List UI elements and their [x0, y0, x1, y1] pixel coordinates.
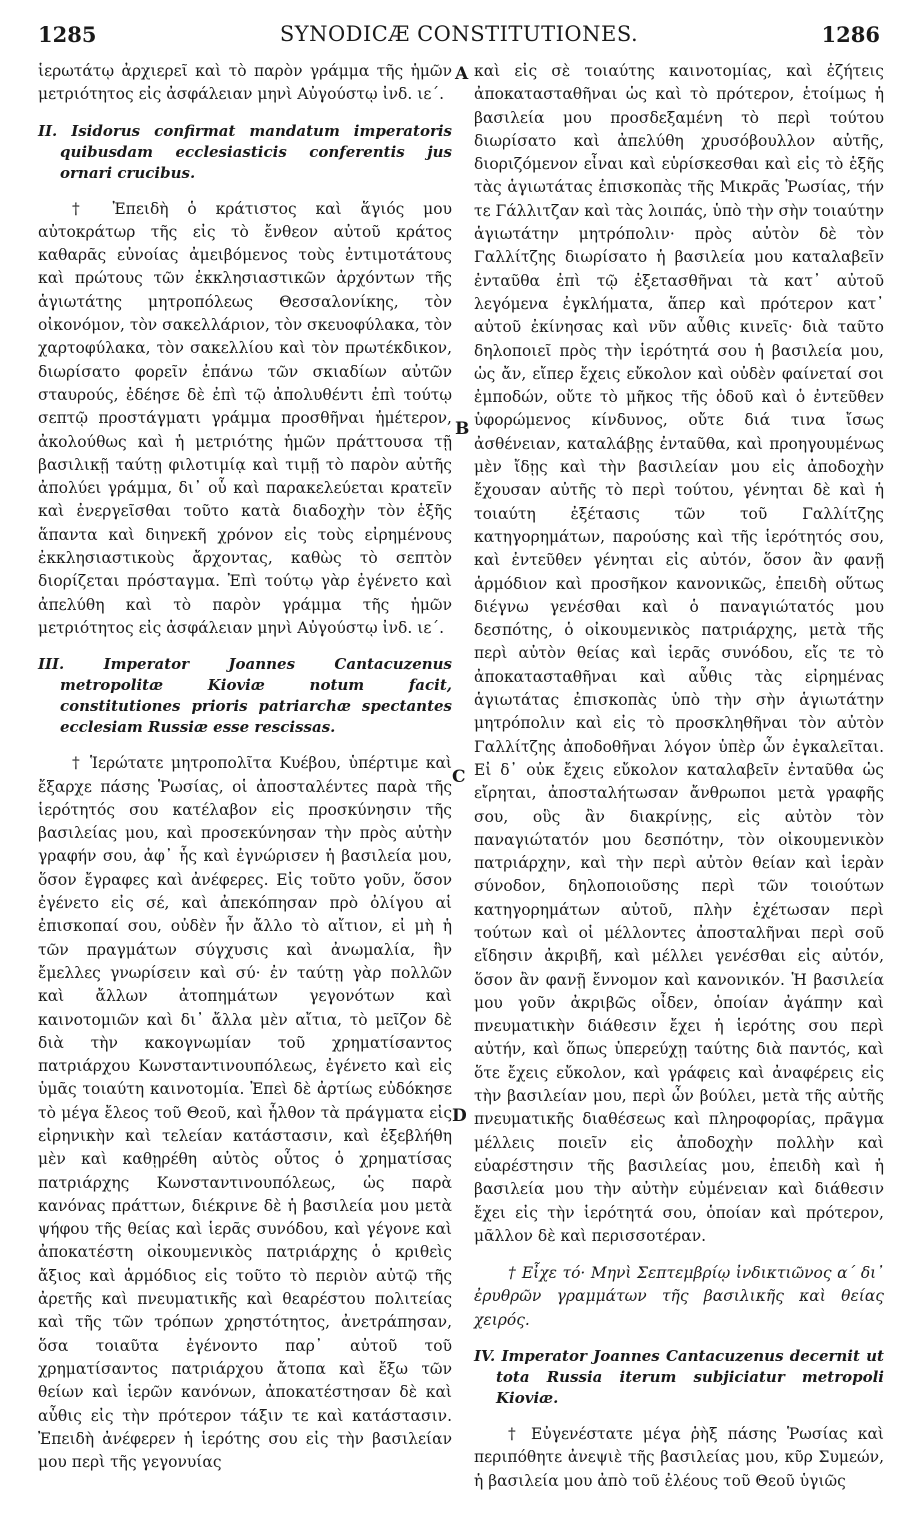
page-number-right: 1286: [821, 22, 880, 47]
running-title: SYNODICÆ CONSTITUTIONES.: [279, 22, 639, 46]
right-column: [474, 60, 884, 1493]
margin-marker-a: A: [455, 64, 469, 84]
running-header: [38, 22, 880, 52]
page-number-left: 1285: [38, 22, 97, 47]
margin-marker-c: C: [452, 767, 466, 787]
left-column: [38, 60, 452, 1474]
margin-marker-b: B: [455, 419, 470, 439]
paragraph-isidorus-decree: † Ἐπειδὴ ὁ κράτιστος καὶ ἅγιός μου αὐτοκράτωρ τῆς εἰς τὸ ἔνθεον αὐτοῦ κράτος καθαρᾶς εὐνοίας ἀμειβόμενος τοὺς ἐντιμοτάτους καὶ πρώτους τῶν ἐκκλησιαστικῶν ἀρχόντων τῆς ἁγιωτάτης μητροπόλεως Θεσσαλονίκης, τὸν οἰκονόμον, τὸν σακελλάριον, τὸν σκευοφύλακα, τὸν χαρτοφύλακα, τὸν σακελλίου καὶ τὸν πρωτέκδικον, διωρίσατο φορεῖν ἐπάνω τῶν σκιαδίων αὐτῶν σταυρούς, ἐδέησε δὲ ἐπὶ τῷ ἀπολυθέντι ἐπὶ τούτῳ σεπτῷ προστάγματι γράμμα προσθῆναι ἡμέτερον, ἀκολούθως καὶ ἡ μετριότης ἡμῶν πράττουσα τῇ βασιλικῇ ταύτῃ φιλοτιμίᾳ καὶ τιμῇ τὸ παρὸν αὐτῆς ἀπολύει γράμμα, δι᾽ οὗ καὶ παρακελεύεται κρατεῖν καὶ ἐνεργεῖσθαι τοῦτο κατὰ διαδοχὴν τὸν ἑξῆς ἅπαντα καὶ διηνεκῆ χρόνον εἰς τοὺς εἰρημένους ἐκκλησιαστικοὺς ἄρχοντας, καθὼς τὸ σεπτὸν διορίζεται πρόσταγμα. Ἐπὶ τούτῳ γὰρ ἐγένετο καὶ ἀπελύθη καὶ τὸ παρὸν γράμμα τῆς ἡμῶν μετριότητος εἰς ἀσφάλειαν μηνὶ Αὐγούστῳ ἰνδ. ιε΄.: [38, 199, 453, 637]
paragraph-letter-metropolitan: † Ἱερώτατε μητροπολῖτα Κυέβου, ὑπέρτιμε καὶ ἔξαρχε πάσης Ῥωσίας, οἱ ἀποσταλέντες παρὰ τῆς ἱερότητός σου κατέλαβον εἰς προσκύνησιν τῆς βασιλείας μου, καὶ προσεκύνησαν τὴν πρὸς αὐτὴν γραφήν σου, ἀφ᾽ ἧς καὶ ἐγνώρισεν ἡ βασιλεία μου, ὅσον ἔγραφες καὶ ἀνέφερες. Εἰς τοῦτο γοῦν, ὅσον ἐγένετο εἰς σέ, καὶ ἀπεκόπησαν πρὸ ὀλίγου αἱ ἐπισκοπαί σου, οὐδὲν ἦν ἄλλο τὸ αἴτιον, εἰ μὴ ἡ τῶν πραγμάτων σύγχυσις καὶ ἀνωμαλία, ἣν ἔμελλες γνωρίσειν καὶ σύ· ἐν ταύτῃ γὰρ πολλῶν καὶ ἄλλων ἀτοπημάτων γεγονότων καὶ καινοτομιῶν καὶ δι᾽ ἄλλα μὲν αἴτια, τὸ μεῖζον δὲ διὰ τὴν κακογνωμίαν τοῦ χρηματίσαντος πατριάρχου Κωνσταντινουπόλεως, ἐγένετο καὶ εἰς ὑμᾶς τοιαύτη καινοτομία. Ἐπεὶ δὲ ἀρτίως εὐδόκησε τὸ μέγα ἔλεος τοῦ Θεοῦ, καὶ ἦλθον τὰ πράγματα εἰς εἰρηνικὴν καὶ τελείαν κατάστασιν, καὶ ἐξεβλήθη μὲν καὶ καθῃρέθη αὐτὸς οὗτος ὁ χρηματίσας πατριάρχης Κωνσταντινουπόλεως, ὡς παρὰ κανόνας πράττων, διέκρινε δὲ ἡ βασιλεία μου μετὰ ψήφου τῆς θείας καὶ ἱερᾶς συνόδου, καὶ γέγονε καὶ ἀποκατέστη οἰκουμενικὸς πατριάρχης ὁ κριθεὶς ἄξιος καὶ ἁρμόδιος εἰς τοῦτο τὸ περιὸν αὐτῷ τῆς ἀρετῆς καὶ πνευματικῆς καὶ θεαρέστου πολιτείας καὶ τῆς τῶν τρόπων χρηστότητος, ἀνετράπησαν, ὅσα τοιαῦτα ἐγένοντο παρ᾽ αὐτοῦ τοῦ χρηματίσαντος πατριάρχου ἄτοπα καὶ ἔξω τῶν θείων καὶ ἱερῶν κανόνων, ἀποκατέστησαν δὲ καὶ αὖθις εἰς τὴν πρότερον τάξιν τε καὶ κατάστασιν. Ἐπειδὴ ἀνέφερεν ἡ ἱερότης σου εἰς τὴν βασιλείαν μου περὶ τῆς γεγονυίας: [38, 754, 452, 1472]
paragraph-letter-continued: καὶ εἰς σὲ τοιαύτης καινοτομίας, καὶ ἐζήτεις ἀποκατασταθῆναι ὡς καὶ τὸ πρότερον, ἑτοίμως ἡ βασιλεία μου προσδεξαμένη τὸ περὶ τούτου διωρίσατο καὶ ἀπελύθη χρυσόβουλλον αὐτῆς, διοριζόμενον εἶναι καὶ εὑρίσκεσθαι καὶ εἰς τὸ ἑξῆς τὰς ἁγιωτάτας ἐπισκοπὰς τῆς Μικρᾶς Ῥωσίας, τήν τε Γάλλιτζαν καὶ τὰς λοιπάς, ὑπὸ τὴν σὴν τοιαύτην ἁγιωτάτην μητρόπολιν· πρὸς αὐτὸν δὲ τὸν Γαλλίτζης διωρίσατο ἡ βασιλεία μου καταλαβεῖν ἐνταῦθα ἐπὶ τῷ ἐξετασθῆναι τὰ κατ᾽ αὐτοῦ λεγόμενα ἐγκλήματα, ἅπερ καὶ πρότερον κατ᾽ αὐτοῦ ἐκίνησας καὶ νῦν αὖθις κινεῖς· διὰ ταῦτο δηλοποιεῖ πρὸς τὴν ἱερότητά σου ἡ βασιλεία μου, ὡς ἄν, εἴπερ ἔχεις εὔκολον καὶ οὐδὲν φαίνεταί σοι ἐμποδών, οὔτε τὸ μῆκος τῆς ὁδοῦ καὶ ὁ ἐντεῦθεν ὑφορώμενος κίνδυνος, οὔτε διά τινα ἴσως ἀσθένειαν, καταλάβῃς ἐνταῦθα, καὶ προηγουμένως μὲν ἴδῃς καὶ τὴν βασιλείαν μου εἰς ἀποδοχὴν ἔχουσαν αὐτῆς τὸ περὶ τούτου, γένηται δὲ καὶ ἡ τοιαύτη ἐξέτασις τῶν τοῦ Γαλλίτζης κατηγορημάτων, παρούσης καὶ τῆς ἱερότητός σου, καὶ ἐντεῦθεν γένηται εἰς αὐτόν, ὅσον ἂν φανῇ ἁρμόδιον καὶ προσῆκον κανονικῶς, ἐπειδὴ οὕτως διέγνω γενέσθαι καὶ ὁ παναγιώτατός μου δεσπότης, ὁ οἰκουμενικὸς πατριάρχης, μετὰ τῆς περὶ αὐτὸν θείας καὶ ἱερᾶς συνόδου, εἴς τε τὸ ἀποκατασταθῆναι καὶ αὖθις τὰς εἰρημένας ἁγιωτάτας ἐπισκοπὰς ὑπὸ τὴν σὴν ἁγιωτάτην μητρόπολιν καὶ εἰς τὸ προσκληθῆναι τὸν αὐτὸν Γαλλίτζης ἀποδοθῆναι λόγον ὑπὲρ ὧν ἐγκαλεῖται. Εἰ δ᾽ οὐκ ἔχεις εὔκολον καταλαβεῖν ἐνταῦθα ὡς εἴρηται, ἀποσταλήτωσαν ἄνθρωποι μετὰ γραφῆς σου, οὓς ἂν διακρίνῃς, εἰς αὐτὸν τὸν παναγιώτατόν μου δεσπότην, τὸν οἰκουμενικὸν πατριάρχην, καὶ τὴν περὶ αὐτὸν θείαν καὶ ἱερὰν σύνοδον, δηλοποιοῦσης περὶ τῶν τοιούτων κατηγορημάτων αὐτοῦ, πλὴν ἐχέτωσαν περὶ τούτων καὶ οἱ μέλλοντες ἀποσταλῆναι περὶ σοῦ εἴδησιν ἀκριβῆ, καὶ μέλλει γενέσθαι εἰς αὐτόν, ὅσον ἂν φανῇ ἔννομον καὶ κανονικόν. Ἡ βασιλεία μου γοῦν ἀκριβῶς οἶδεν, ὁποίαν ἀγάπην καὶ πνευματικὴν διάθεσιν ἔχει ἡ ἱερότης σου περὶ αὐτήν, καὶ ὅπως ὑπερεύχῃ ταύτης διὰ παντός, καὶ ὅτε ἔχεις εὔκολον, καὶ γράφεις καὶ ἀναφέρεις εἰς τὴν βασιλείαν μου, περὶ ὧν βούλει, μετὰ τῆς αὐτῆς πνευματικῆς διαθέσεως καὶ πληροφορίας, πρᾶγμα μέλλεις ποιεῖν εἰς ἀποδοχὴν πολλὴν καὶ εὐαρέστησιν τῆς βασιλείας μου, ἐπειδὴ καὶ ἡ βασιλεία μου τὴν αὐτὴν εὐμένειαν καὶ διάθεσιν ἔχει εἰς τὴν ἱερότητά σου, ὁποίαν καὶ πρότερον, μᾶλλον δὲ καὶ περισσοτέραν.: [474, 62, 884, 1245]
section-heading-iv: IV. Imperator Joannes Cantacuzenus decernit ut tota Russia iterum subjiciatur metropoli Kioviæ.: [474, 1347, 884, 1408]
section-heading-iii: III. Imperator Joannes Cantacuzenus metropolitæ Kioviæ notum facit, constitutiones prioris patriarchæ spectantes ecclesiam Russiæ esse rescissas.: [38, 655, 452, 737]
margin-marker-d: D: [452, 1106, 467, 1126]
paragraph-letter-to-simeon: † Εὐγενέστατε μέγα ῥὴξ πάσης Ῥωσίας καὶ περιπόθητε ἀνεψιὲ τῆς βασιλείας μου, κῦρ Συμεών, ἡ βασιλεία μου ἀπὸ τοῦ ἐλέους τοῦ Θεοῦ ὑγιῶς: [474, 1425, 884, 1490]
subscription-note: † Εἶχε τό· Μηνὶ Σεπτεμβρίῳ ἰνδικτιῶνος α΄ δι᾽ ἐρυθρῶν γραμμάτων τῆς βασιλικῆς καὶ θείας χειρός.: [474, 1264, 884, 1329]
section-heading-ii: II. Isidorus confirmat mandatum imperatoris quibusdam ecclesiasticis conferentis jus ornari crucibus.: [38, 121, 452, 182]
paragraph-continuation: ἱερωτάτῳ ἀρχιερεῖ καὶ τὸ παρὸν γράμμα τῆς ἡμῶν μετριότητος εἰς ἀσφάλειαν μηνὶ Αὐγούστῳ ἰνδ. ιε΄.: [38, 62, 452, 104]
